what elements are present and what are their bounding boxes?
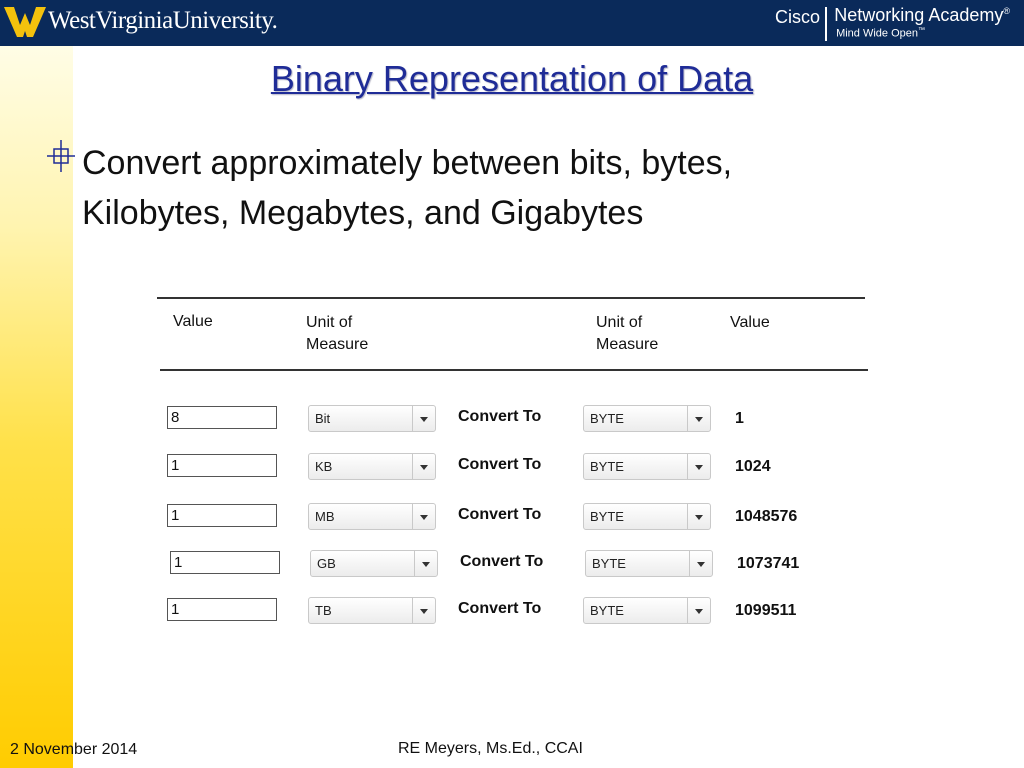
from-unit-select[interactable]	[308, 597, 436, 624]
chevron-down-icon	[420, 609, 428, 614]
select-divider	[689, 551, 690, 576]
footer-date: 2 November 2014	[10, 741, 138, 758]
from-unit-select[interactable]	[308, 405, 436, 432]
header-value: Value	[173, 313, 213, 330]
footer-author: RE Meyers, Ms.Ed., CCAI	[398, 740, 583, 757]
select-value: GB	[317, 556, 336, 571]
cisco-divider	[825, 7, 827, 41]
select-divider	[412, 406, 413, 431]
value-input[interactable]: 8	[167, 406, 277, 429]
chevron-down-icon	[695, 417, 703, 422]
wvu-flying-wv-icon	[4, 3, 46, 41]
select-value: TB	[315, 603, 332, 618]
header-unit-to: Unit of Measure	[596, 314, 659, 353]
convert-to-label: Convert To	[458, 456, 542, 473]
chevron-down-icon	[695, 609, 703, 614]
to-unit-select[interactable]	[583, 503, 711, 530]
chevron-down-icon	[695, 465, 703, 470]
result-value: 1	[735, 410, 744, 427]
to-unit-select[interactable]	[583, 453, 711, 480]
chevron-down-icon	[420, 515, 428, 520]
from-unit-select[interactable]	[308, 503, 436, 530]
convert-to-label: Convert To	[460, 553, 544, 570]
bullet-text: Convert approximately between bits, bytes, Kilobytes, Megabytes, and Gigabytes	[82, 144, 733, 232]
result-value: 1024	[735, 458, 771, 475]
cisco-wordmark: Cisco	[774, 7, 820, 27]
from-unit-select[interactable]	[310, 550, 438, 577]
wvu-logo-text: WestVirginiaUniversity.	[48, 7, 278, 34]
to-unit-select[interactable]	[583, 597, 711, 624]
result-value: 1099511	[735, 602, 797, 619]
select-value: BYTE	[592, 556, 626, 571]
convert-to-label: Convert To	[458, 506, 542, 523]
cisco-tagline: Mind Wide Open™	[836, 27, 925, 40]
header-bar	[0, 0, 1024, 46]
top-rule	[157, 297, 865, 299]
value-input[interactable]: 1	[167, 598, 277, 621]
select-divider	[687, 504, 688, 529]
select-divider	[687, 406, 688, 431]
to-unit-select[interactable]	[583, 405, 711, 432]
select-value: Bit	[315, 411, 331, 426]
header-result: Value	[730, 314, 770, 331]
select-value: KB	[315, 459, 333, 474]
value-input[interactable]: 1	[167, 504, 277, 527]
chevron-down-icon	[695, 515, 703, 520]
select-divider	[412, 454, 413, 479]
select-value: BYTE	[590, 459, 624, 474]
convert-to-label: Convert To	[458, 600, 542, 617]
result-value: 1048576	[735, 508, 798, 525]
select-divider	[412, 598, 413, 623]
select-divider	[687, 598, 688, 623]
result-value: 1073741	[737, 555, 800, 572]
chevron-down-icon	[420, 465, 428, 470]
chevron-down-icon	[697, 562, 705, 567]
chevron-down-icon	[422, 562, 430, 567]
select-value: BYTE	[590, 411, 624, 426]
value-input[interactable]: 1	[170, 551, 280, 574]
select-value: BYTE	[590, 603, 624, 618]
crosshair-bullet-icon	[45, 138, 77, 174]
value-input[interactable]: 1	[167, 454, 277, 477]
select-divider	[412, 504, 413, 529]
select-divider	[414, 551, 415, 576]
cisco-academy-logo	[750, 5, 1010, 45]
select-value: MB	[315, 509, 335, 524]
convert-to-label: Convert To	[458, 408, 542, 425]
to-unit-select[interactable]	[585, 550, 713, 577]
slide-title: Binary Representation of Data	[270, 58, 754, 99]
from-unit-select[interactable]	[308, 453, 436, 480]
networking-academy-text: Networking Academy®	[834, 5, 1010, 25]
chevron-down-icon	[420, 417, 428, 422]
header-rule	[160, 369, 868, 371]
select-divider	[687, 454, 688, 479]
select-value: BYTE	[590, 509, 624, 524]
header-unit-from: Unit of Measure	[306, 314, 369, 353]
